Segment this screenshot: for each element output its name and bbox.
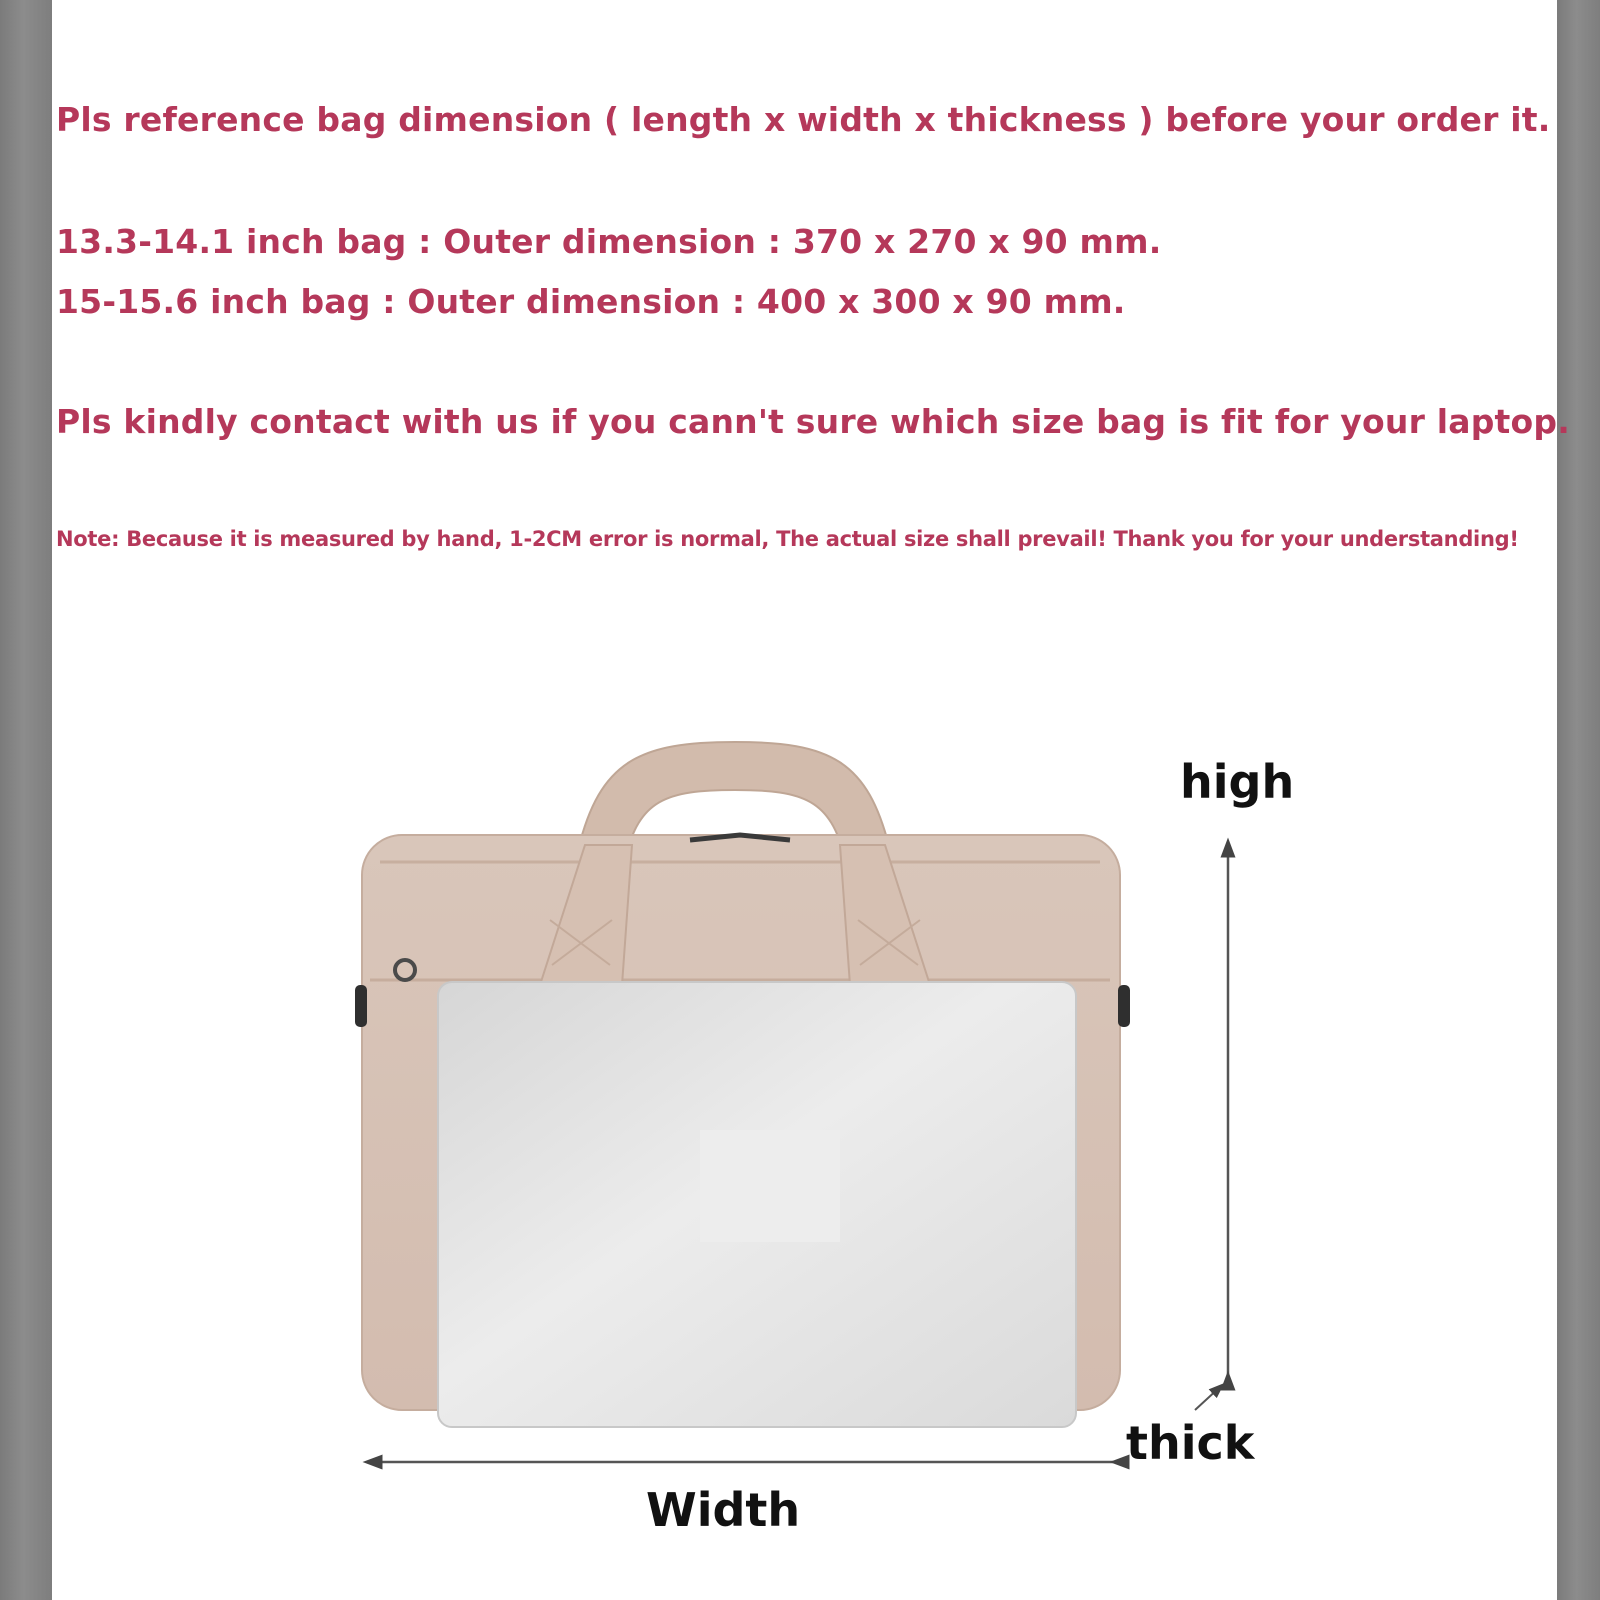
high-label: high xyxy=(1180,755,1295,809)
contact-notice: Pls kindly contact with us if you cann't sure which size bag is fit for your laptop. xyxy=(56,402,1570,441)
width-label: Width xyxy=(646,1483,801,1537)
size-spec-small-bag: 13.3-14.1 inch bag : Outer dimension : 370 x 270 x 90 mm. xyxy=(56,222,1162,261)
size-spec-large-bag: 15-15.6 inch bag : Outer dimension : 400 x 300 x 90 mm. xyxy=(56,282,1126,321)
measurement-note: Note: Because it is measured by hand, 1-2CM error is normal, The actual size shall prevail! Thank you for your understanding! xyxy=(56,527,1519,551)
thick-label: thick xyxy=(1126,1416,1255,1470)
thick-arrow xyxy=(1195,1387,1220,1410)
size-reference-notice: Pls reference bag dimension ( length x width x thickness ) before your order it. xyxy=(56,100,1551,139)
